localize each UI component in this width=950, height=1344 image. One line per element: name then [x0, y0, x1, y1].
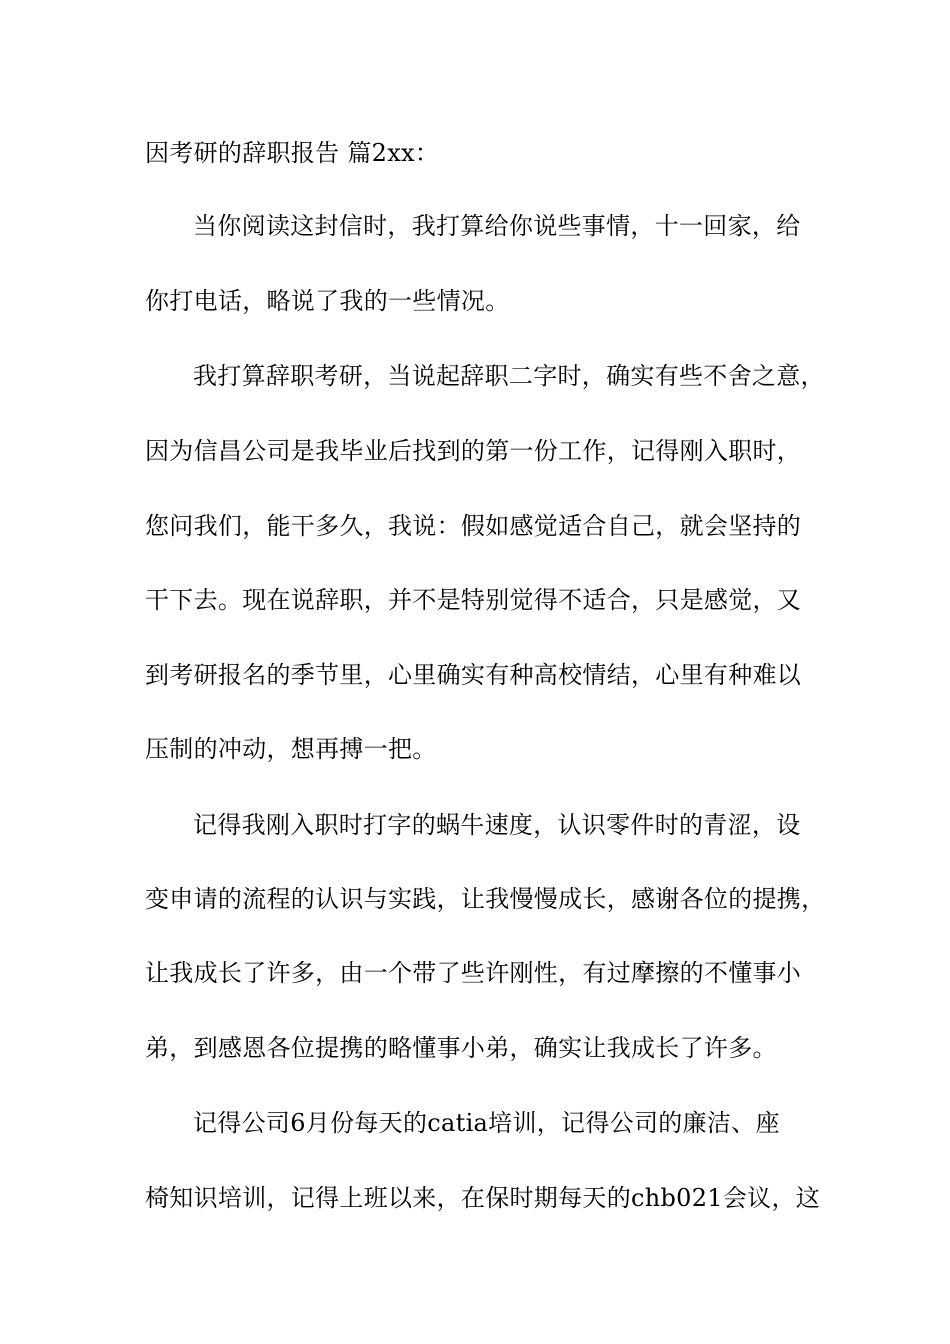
paragraph-line: 您问我们，能干多久，我说：假如感觉适合自己，就会坚持的	[145, 512, 802, 540]
paragraph-line: 我打算辞职考研，当说起辞职二字时，确实有些不舍之意，	[193, 362, 825, 390]
paragraph-line: 干下去。现在说辞职，并不是特别觉得不适合，只是感觉，又	[145, 586, 802, 614]
paragraph-line: 椅知识培训，记得上班以来，在保时期每天的chb021会议，这	[145, 1184, 821, 1212]
paragraph-line: 因为信昌公司是我毕业后找到的第一份工作，记得刚入职时，	[145, 437, 802, 465]
paragraph-line: 当你阅读这封信时，我打算给你说些事情，十一回家，给	[193, 212, 801, 240]
paragraph-line: 让我成长了许多，由一个带了些许刚性，有过摩擦的不懂事小	[145, 959, 802, 987]
paragraph-line: 弟，到感恩各位提携的略懂事小弟，确实让我成长了许多。	[145, 1034, 777, 1062]
paragraph-line: 记得我刚入职时打字的蜗牛速度，认识零件时的青涩，设	[193, 811, 801, 839]
paragraph-line: 记得公司6月份每天的catia培训，记得公司的廉洁、座	[193, 1109, 780, 1137]
paragraph-line: 你打电话，略说了我的一些情况。	[145, 287, 510, 315]
document-heading: 因考研的辞职报告 篇2xx：	[145, 139, 440, 167]
paragraph-line: 变申请的流程的认识与实践，让我慢慢成长，感谢各位的提携，	[145, 885, 826, 913]
paragraph-line: 到考研报名的季节里，心里确实有种高校情结，心里有种难以	[145, 661, 802, 689]
paragraph-line: 压制的冲动，想再搏一把。	[145, 735, 437, 763]
